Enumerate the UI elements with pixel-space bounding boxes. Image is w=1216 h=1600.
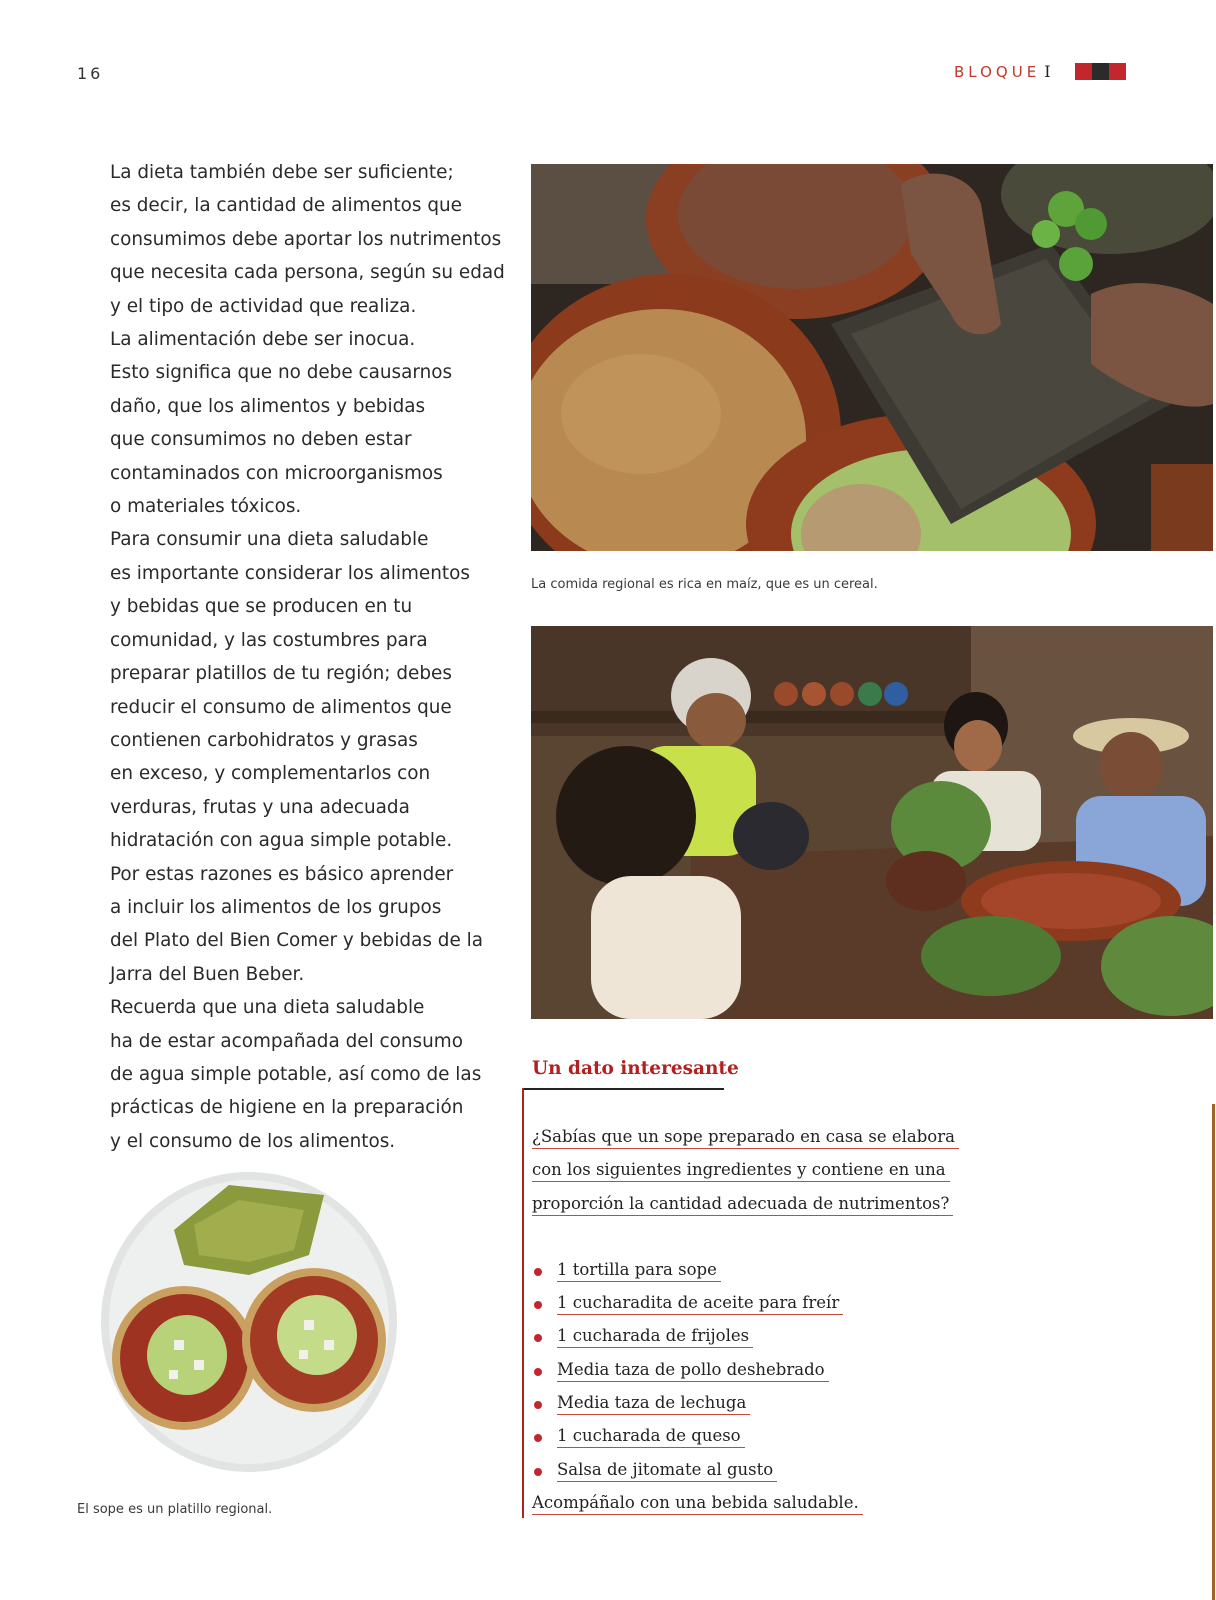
body-line: Esto significa que no debe causarnos xyxy=(110,362,453,384)
body-line: Por estas razones es básico aprender xyxy=(110,863,454,885)
body-line: La dieta también debe ser suficiente; xyxy=(110,162,454,183)
body-line: contienen carbohidratos y grasas xyxy=(110,729,418,751)
body-line: en exceso, y complementarlos con xyxy=(110,763,431,785)
body-text xyxy=(77,156,505,1158)
ingredient-item: Media taza de pollo deshebrado xyxy=(532,1355,972,1388)
bullet-icon xyxy=(534,1334,542,1342)
bullet-icon xyxy=(534,1468,542,1476)
ingredient-item: Salsa de jitomate al gusto xyxy=(532,1455,972,1488)
body-line: que consumimos no deben estar xyxy=(110,429,412,451)
dato-title: Un dato interesante xyxy=(532,1058,739,1079)
body-line: daño, que los alimentos y bebidas xyxy=(110,395,426,417)
body-line: y el tipo de actividad que realiza. xyxy=(110,295,417,317)
body-line: que necesita cada persona, según su edad xyxy=(110,262,505,284)
section-header xyxy=(954,62,1126,81)
section-number: I xyxy=(1044,62,1053,81)
page-number: 16 xyxy=(77,64,104,83)
dark-square-icon xyxy=(1092,63,1109,80)
body-line: verduras, frutas y una adecuada xyxy=(110,796,410,818)
bullet-icon xyxy=(534,1434,542,1442)
dato-vertical-rule xyxy=(522,1088,524,1518)
dato-closing: Acompáñalo con una bebida saludable. xyxy=(532,1488,972,1521)
body-line: es importante considerar los alimentos xyxy=(110,562,470,584)
top-photo-caption: La comida regional es rica en maíz, que es un cereal. xyxy=(531,577,878,592)
section-color-squares xyxy=(1075,63,1126,80)
body-line: y el consumo de los alimentos. xyxy=(110,1130,396,1152)
dato-intro-line: proporción la cantidad adecuada de nutrimentos? xyxy=(532,1189,972,1222)
body-line: preparar platillos de tu región; debes xyxy=(110,663,452,685)
body-line: del Plato del Bien Comer y bebidas de la xyxy=(110,930,484,952)
body-line: Jarra del Buen Beber. xyxy=(110,963,305,985)
body-line: es decir, la cantidad de alimentos que xyxy=(110,195,462,217)
red-square-icon xyxy=(1075,63,1092,80)
body-line: hidratación con agua simple potable. xyxy=(110,830,453,852)
section-label: BLOQUE xyxy=(954,62,1041,81)
bullet-icon xyxy=(534,1368,542,1376)
body-line: reducir el consumo de alimentos que xyxy=(110,696,452,718)
body-paragraph xyxy=(77,156,505,323)
ingredient-item: 1 cucharada de queso xyxy=(532,1421,972,1454)
body-paragraph xyxy=(77,323,477,523)
body-paragraph xyxy=(77,858,484,992)
ingredient-item: Media taza de lechuga xyxy=(532,1388,972,1421)
red-square-icon xyxy=(1109,63,1126,80)
sope-caption: El sope es un platillo regional. xyxy=(77,1502,273,1517)
body-paragraph xyxy=(77,523,477,857)
body-line: contaminados con microorganismos xyxy=(110,462,443,484)
regional-food-photo xyxy=(531,164,1213,551)
body-line: y bebidas que se producen en tu xyxy=(110,596,413,618)
body-line: a incluir los alimentos de los grupos xyxy=(110,896,442,918)
body-paragraph xyxy=(77,991,482,1158)
sope-plate-photo xyxy=(99,1170,399,1474)
dato-box xyxy=(532,1122,972,1521)
body-line: Para consumir una dieta saludable xyxy=(110,529,429,551)
body-line: o materiales tóxicos. xyxy=(110,496,302,518)
bullet-icon xyxy=(534,1268,542,1276)
body-line: prácticas de higiene en la preparación xyxy=(110,1097,464,1119)
body-line: de agua simple potable, así como de las xyxy=(110,1063,482,1085)
ingredient-item: 1 cucharadita de aceite para freír xyxy=(532,1288,972,1321)
dato-intro-line: ¿Sabías que un sope preparado en casa se elabora xyxy=(532,1122,972,1155)
bullet-icon xyxy=(534,1301,542,1309)
dato-title-rule xyxy=(522,1088,724,1090)
body-line: La alimentación debe ser inocua. xyxy=(110,329,416,351)
ingredient-item: 1 tortilla para sope xyxy=(532,1255,972,1288)
page-edge-rule xyxy=(1212,1104,1215,1600)
bullet-icon xyxy=(534,1401,542,1409)
body-line: Recuerda que una dieta saludable xyxy=(110,997,425,1019)
body-line: comunidad, y las costumbres para xyxy=(110,629,428,651)
ingredient-item: 1 cucharada de frijoles xyxy=(532,1321,972,1354)
family-meal-photo xyxy=(531,626,1213,1019)
dato-intro-line: con los siguientes ingredientes y contiene en una xyxy=(532,1155,972,1188)
body-line: consumimos debe aportar los nutrimentos xyxy=(110,228,502,250)
body-line: ha de estar acompañada del consumo xyxy=(110,1030,463,1052)
